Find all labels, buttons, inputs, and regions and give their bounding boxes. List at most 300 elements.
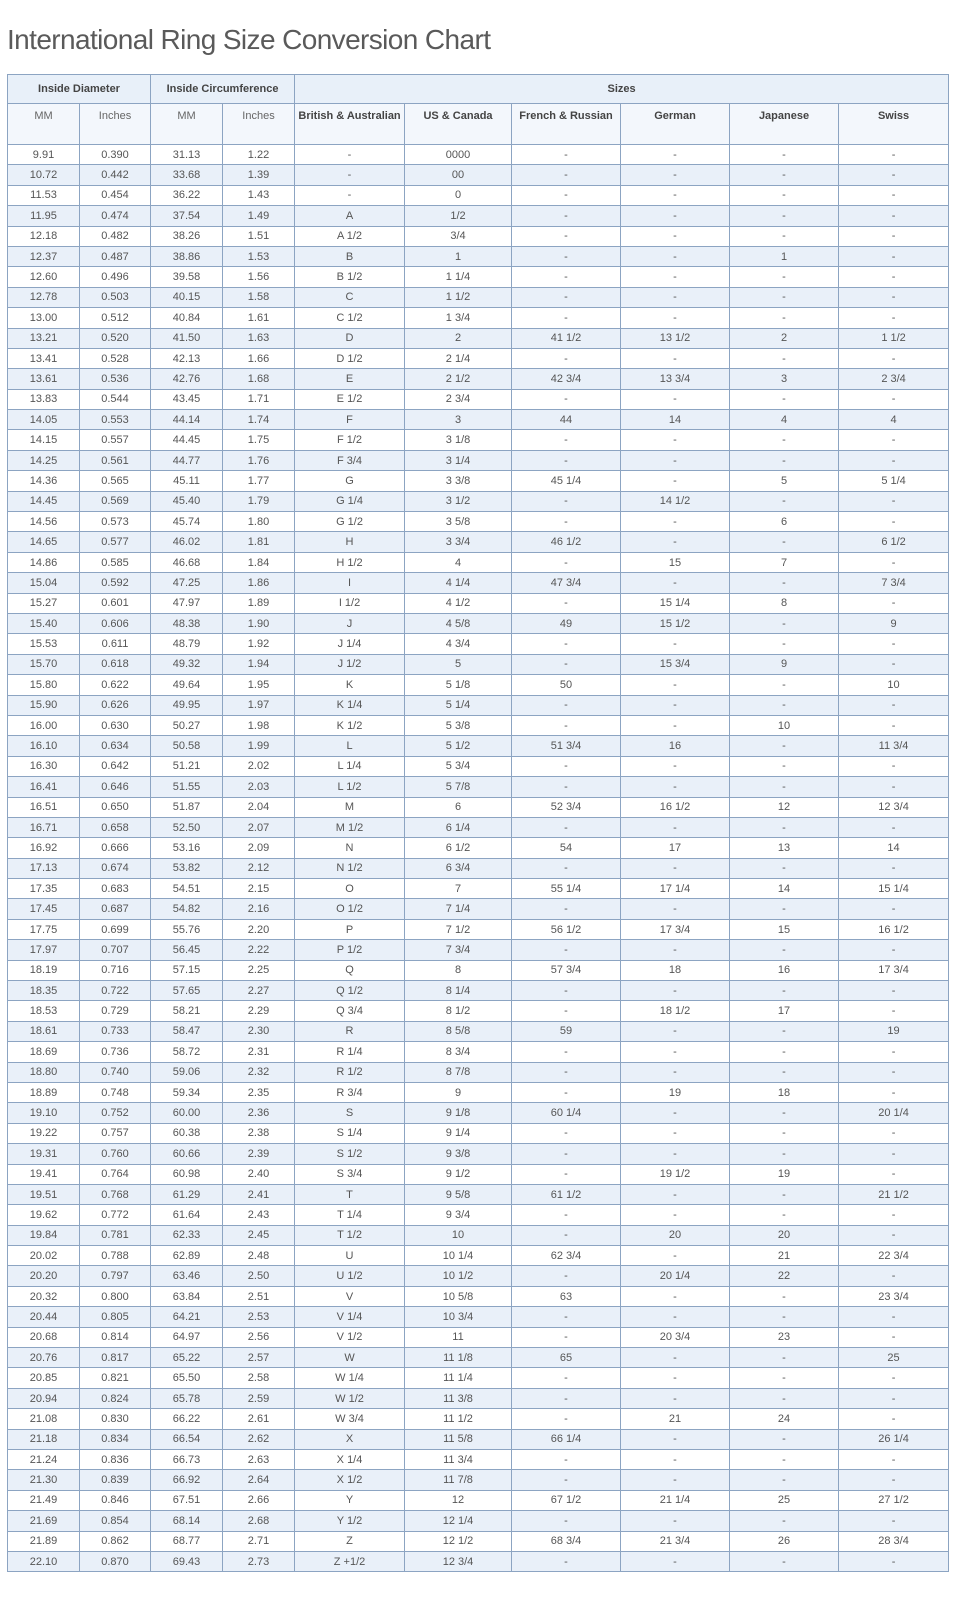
cell-british-australian: S 1/4: [295, 1123, 405, 1143]
cell-german: -: [621, 1205, 730, 1225]
cell-us-canada: 9 3/8: [405, 1144, 512, 1164]
cell-circumference-mm: 61.29: [151, 1184, 223, 1204]
cell-diameter-mm: 17.97: [8, 940, 80, 960]
cell-circumference-mm: 38.26: [151, 226, 223, 246]
cell-swiss: -: [839, 226, 949, 246]
cell-circumference-mm: 66.73: [151, 1450, 223, 1470]
cell-circumference-inches: 1.22: [223, 145, 295, 165]
cell-german: -: [621, 1388, 730, 1408]
table-row: [8, 1551, 949, 1571]
cell-british-australian: F 3/4: [295, 450, 405, 470]
cell-german: -: [621, 267, 730, 287]
cell-swiss: -: [839, 389, 949, 409]
cell-japanese: -: [730, 940, 839, 960]
cell-japanese: 7: [730, 552, 839, 572]
cell-french-russian: -: [512, 389, 621, 409]
cell-diameter-inches: 0.722: [80, 981, 151, 1001]
cell-british-australian: F: [295, 410, 405, 430]
cell-circumference-inches: 1.99: [223, 736, 295, 756]
cell-french-russian: 41 1/2: [512, 328, 621, 348]
cell-swiss: 1 1/2: [839, 328, 949, 348]
cell-circumference-mm: 57.15: [151, 960, 223, 980]
cell-circumference-inches: 2.35: [223, 1082, 295, 1102]
cell-diameter-mm: 19.51: [8, 1184, 80, 1204]
cell-french-russian: -: [512, 1368, 621, 1388]
cell-japanese: -: [730, 858, 839, 878]
cell-diameter-mm: 21.69: [8, 1511, 80, 1531]
table-row: [8, 185, 949, 205]
cell-us-canada: 9 1/2: [405, 1164, 512, 1184]
cell-french-russian: -: [512, 430, 621, 450]
cell-swiss: -: [839, 165, 949, 185]
cell-swiss: 25: [839, 1348, 949, 1368]
cell-german: -: [621, 206, 730, 226]
cell-diameter-inches: 0.830: [80, 1409, 151, 1429]
cell-british-australian: E 1/2: [295, 389, 405, 409]
cell-circumference-inches: 2.61: [223, 1409, 295, 1429]
cell-diameter-mm: 11.95: [8, 206, 80, 226]
table-row: [8, 471, 949, 491]
cell-diameter-mm: 19.31: [8, 1144, 80, 1164]
cell-us-canada: 7: [405, 879, 512, 899]
cell-british-australian: O 1/2: [295, 899, 405, 919]
cell-swiss: -: [839, 491, 949, 511]
cell-circumference-inches: 2.40: [223, 1164, 295, 1184]
cell-diameter-mm: 14.05: [8, 410, 80, 430]
cell-diameter-inches: 0.846: [80, 1490, 151, 1510]
cell-diameter-mm: 20.32: [8, 1286, 80, 1306]
cell-french-russian: -: [512, 1307, 621, 1327]
cell-japanese: 10: [730, 715, 839, 735]
cell-diameter-mm: 17.13: [8, 858, 80, 878]
cell-diameter-mm: 14.36: [8, 471, 80, 491]
cell-circumference-mm: 51.21: [151, 756, 223, 776]
cell-circumference-inches: 2.73: [223, 1551, 295, 1571]
cell-circumference-mm: 64.21: [151, 1307, 223, 1327]
cell-german: -: [621, 471, 730, 491]
cell-circumference-inches: 2.02: [223, 756, 295, 776]
cell-circumference-mm: 53.82: [151, 858, 223, 878]
cell-diameter-inches: 0.729: [80, 1001, 151, 1021]
cell-circumference-inches: 2.68: [223, 1511, 295, 1531]
cell-diameter-mm: 16.30: [8, 756, 80, 776]
cell-circumference-mm: 60.98: [151, 1164, 223, 1184]
cell-us-canada: 2 3/4: [405, 389, 512, 409]
cell-diameter-inches: 0.736: [80, 1042, 151, 1062]
cell-british-australian: N 1/2: [295, 858, 405, 878]
cell-circumference-mm: 68.14: [151, 1511, 223, 1531]
cell-british-australian: G 1/2: [295, 512, 405, 532]
cell-british-australian: X 1/4: [295, 1450, 405, 1470]
cell-circumference-mm: 46.68: [151, 552, 223, 572]
cell-diameter-mm: 19.62: [8, 1205, 80, 1225]
cell-diameter-mm: 13.21: [8, 328, 80, 348]
table-row: [8, 1205, 949, 1225]
cell-japanese: 6: [730, 512, 839, 532]
cell-japanese: -: [730, 532, 839, 552]
table-row: [8, 960, 949, 980]
cell-circumference-inches: 2.45: [223, 1225, 295, 1245]
cell-us-canada: 10 5/8: [405, 1286, 512, 1306]
cell-circumference-inches: 1.74: [223, 410, 295, 430]
cell-diameter-mm: 20.85: [8, 1368, 80, 1388]
cell-circumference-inches: 1.63: [223, 328, 295, 348]
cell-german: 15 1/4: [621, 593, 730, 613]
cell-swiss: -: [839, 1368, 949, 1388]
cell-circumference-inches: 2.04: [223, 797, 295, 817]
cell-diameter-inches: 0.618: [80, 654, 151, 674]
cell-french-russian: 42 3/4: [512, 369, 621, 389]
cell-diameter-mm: 12.60: [8, 267, 80, 287]
cell-circumference-inches: 2.31: [223, 1042, 295, 1062]
cell-diameter-inches: 0.707: [80, 940, 151, 960]
col-header-us-canada: US & Canada: [405, 104, 512, 145]
cell-british-australian: D 1/2: [295, 348, 405, 368]
cell-us-canada: 11 7/8: [405, 1470, 512, 1490]
cell-british-australian: R 3/4: [295, 1082, 405, 1102]
cell-british-australian: G: [295, 471, 405, 491]
cell-japanese: -: [730, 981, 839, 1001]
cell-french-russian: 67 1/2: [512, 1490, 621, 1510]
cell-japanese: -: [730, 348, 839, 368]
cell-circumference-inches: 1.68: [223, 369, 295, 389]
cell-circumference-inches: 2.30: [223, 1021, 295, 1041]
cell-swiss: -: [839, 185, 949, 205]
cell-diameter-inches: 0.683: [80, 879, 151, 899]
cell-us-canada: 8 1/4: [405, 981, 512, 1001]
cell-diameter-mm: 18.19: [8, 960, 80, 980]
cell-circumference-mm: 60.66: [151, 1144, 223, 1164]
cell-circumference-inches: 1.51: [223, 226, 295, 246]
table-row: [8, 430, 949, 450]
cell-german: -: [621, 1307, 730, 1327]
cell-circumference-mm: 65.22: [151, 1348, 223, 1368]
col-header-swiss: Swiss: [839, 104, 949, 145]
cell-german: 16 1/2: [621, 797, 730, 817]
cell-japanese: 25: [730, 1490, 839, 1510]
cell-french-russian: 47 3/4: [512, 573, 621, 593]
cell-japanese: -: [730, 1388, 839, 1408]
cell-french-russian: 59: [512, 1021, 621, 1041]
cell-swiss: 2 3/4: [839, 369, 949, 389]
cell-circumference-inches: 2.15: [223, 879, 295, 899]
cell-swiss: -: [839, 246, 949, 266]
cell-circumference-mm: 43.45: [151, 389, 223, 409]
cell-diameter-mm: 13.00: [8, 308, 80, 328]
cell-british-australian: W 3/4: [295, 1409, 405, 1429]
cell-british-australian: C 1/2: [295, 308, 405, 328]
cell-us-canada: 00: [405, 165, 512, 185]
cell-us-canada: 7 1/4: [405, 899, 512, 919]
table-row: [8, 348, 949, 368]
cell-japanese: -: [730, 1123, 839, 1143]
cell-japanese: -: [730, 1551, 839, 1571]
cell-us-canada: 11 1/2: [405, 1409, 512, 1429]
cell-german: -: [621, 817, 730, 837]
col-header-british-australian: British & Australian: [295, 104, 405, 145]
cell-british-australian: X: [295, 1429, 405, 1449]
cell-diameter-inches: 0.797: [80, 1266, 151, 1286]
cell-french-russian: 49: [512, 613, 621, 633]
cell-diameter-mm: 21.08: [8, 1409, 80, 1429]
cell-french-russian: -: [512, 654, 621, 674]
table-row: [8, 165, 949, 185]
cell-us-canada: 3/4: [405, 226, 512, 246]
cell-diameter-inches: 0.390: [80, 145, 151, 165]
table-row: [8, 1001, 949, 1021]
cell-japanese: 14: [730, 879, 839, 899]
cell-german: 17 3/4: [621, 919, 730, 939]
cell-french-russian: -: [512, 1042, 621, 1062]
cell-french-russian: -: [512, 634, 621, 654]
cell-french-russian: -: [512, 226, 621, 246]
cell-diameter-inches: 0.699: [80, 919, 151, 939]
cell-swiss: -: [839, 1001, 949, 1021]
cell-german: -: [621, 675, 730, 695]
cell-swiss: 6 1/2: [839, 532, 949, 552]
cell-british-australian: V 1/4: [295, 1307, 405, 1327]
cell-diameter-inches: 0.748: [80, 1082, 151, 1102]
cell-british-australian: H 1/2: [295, 552, 405, 572]
cell-swiss: -: [839, 1450, 949, 1470]
cell-diameter-inches: 0.606: [80, 613, 151, 633]
cell-circumference-mm: 39.58: [151, 267, 223, 287]
cell-diameter-mm: 13.83: [8, 389, 80, 409]
ring-size-table: [7, 74, 949, 1572]
cell-french-russian: -: [512, 940, 621, 960]
cell-diameter-mm: 14.56: [8, 512, 80, 532]
cell-us-canada: 3 5/8: [405, 512, 512, 532]
cell-us-canada: 10 1/2: [405, 1266, 512, 1286]
cell-diameter-mm: 22.10: [8, 1551, 80, 1571]
cell-circumference-inches: 1.89: [223, 593, 295, 613]
table-row: [8, 1164, 949, 1184]
cell-diameter-mm: 17.35: [8, 879, 80, 899]
cell-circumference-inches: 2.39: [223, 1144, 295, 1164]
table-row: [8, 736, 949, 756]
cell-swiss: 27 1/2: [839, 1490, 949, 1510]
table-row: [8, 206, 949, 226]
cell-circumference-inches: 1.53: [223, 246, 295, 266]
cell-german: -: [621, 899, 730, 919]
cell-us-canada: 5 1/4: [405, 695, 512, 715]
table-row: [8, 777, 949, 797]
cell-french-russian: -: [512, 1450, 621, 1470]
cell-german: 19 1/2: [621, 1164, 730, 1184]
cell-us-canada: 8 3/4: [405, 1042, 512, 1062]
table-row: [8, 1184, 949, 1204]
cell-circumference-inches: 2.51: [223, 1286, 295, 1306]
cell-french-russian: -: [512, 1511, 621, 1531]
cell-us-canada: 6 1/4: [405, 817, 512, 837]
cell-british-australian: T 1/4: [295, 1205, 405, 1225]
cell-diameter-inches: 0.601: [80, 593, 151, 613]
cell-circumference-mm: 65.78: [151, 1388, 223, 1408]
cell-swiss: 26 1/4: [839, 1429, 949, 1449]
cell-diameter-inches: 0.821: [80, 1368, 151, 1388]
cell-us-canada: 4 5/8: [405, 613, 512, 633]
cell-circumference-mm: 58.21: [151, 1001, 223, 1021]
cell-diameter-inches: 0.674: [80, 858, 151, 878]
cell-diameter-inches: 0.752: [80, 1103, 151, 1123]
cell-diameter-inches: 0.740: [80, 1062, 151, 1082]
cell-circumference-mm: 62.33: [151, 1225, 223, 1245]
cell-german: -: [621, 981, 730, 1001]
cell-diameter-mm: 20.44: [8, 1307, 80, 1327]
cell-swiss: 7 3/4: [839, 573, 949, 593]
col-header-german: German: [621, 104, 730, 145]
cell-diameter-inches: 0.854: [80, 1511, 151, 1531]
cell-diameter-inches: 0.666: [80, 838, 151, 858]
cell-french-russian: -: [512, 756, 621, 776]
cell-japanese: -: [730, 899, 839, 919]
cell-french-russian: 68 3/4: [512, 1531, 621, 1551]
cell-german: 18: [621, 960, 730, 980]
cell-diameter-inches: 0.573: [80, 512, 151, 532]
cell-circumference-inches: 1.43: [223, 185, 295, 205]
cell-japanese: 18: [730, 1082, 839, 1102]
cell-french-russian: -: [512, 1470, 621, 1490]
cell-german: 21: [621, 1409, 730, 1429]
table-row: [8, 1470, 949, 1490]
cell-circumference-mm: 48.38: [151, 613, 223, 633]
cell-german: -: [621, 287, 730, 307]
cell-diameter-mm: 17.75: [8, 919, 80, 939]
cell-french-russian: -: [512, 1327, 621, 1347]
cell-japanese: -: [730, 1042, 839, 1062]
cell-diameter-inches: 0.496: [80, 267, 151, 287]
table-row: [8, 1246, 949, 1266]
cell-german: -: [621, 1511, 730, 1531]
cell-british-australian: J: [295, 613, 405, 633]
cell-us-canada: 11 3/4: [405, 1450, 512, 1470]
cell-british-australian: P 1/2: [295, 940, 405, 960]
cell-diameter-mm: 15.80: [8, 675, 80, 695]
cell-british-australian: W: [295, 1348, 405, 1368]
cell-japanese: -: [730, 1511, 839, 1531]
cell-us-canada: 1 3/4: [405, 308, 512, 328]
cell-circumference-inches: 2.58: [223, 1368, 295, 1388]
cell-circumference-mm: 54.82: [151, 899, 223, 919]
cell-japanese: 1: [730, 246, 839, 266]
cell-diameter-inches: 0.862: [80, 1531, 151, 1551]
cell-swiss: -: [839, 1123, 949, 1143]
cell-french-russian: -: [512, 817, 621, 837]
cell-british-australian: G 1/4: [295, 491, 405, 511]
cell-diameter-inches: 0.503: [80, 287, 151, 307]
cell-diameter-inches: 0.592: [80, 573, 151, 593]
cell-circumference-inches: 2.71: [223, 1531, 295, 1551]
cell-circumference-inches: 1.66: [223, 348, 295, 368]
cell-british-australian: P: [295, 919, 405, 939]
cell-diameter-inches: 0.814: [80, 1327, 151, 1347]
cell-circumference-inches: 1.94: [223, 654, 295, 674]
cell-japanese: -: [730, 1429, 839, 1449]
cell-japanese: -: [730, 675, 839, 695]
cell-circumference-mm: 42.13: [151, 348, 223, 368]
cell-japanese: 5: [730, 471, 839, 491]
table-body: [8, 145, 949, 1572]
cell-german: -: [621, 1450, 730, 1470]
cell-british-australian: J 1/2: [295, 654, 405, 674]
cell-diameter-inches: 0.642: [80, 756, 151, 776]
cell-french-russian: -: [512, 695, 621, 715]
cell-diameter-mm: 19.41: [8, 1164, 80, 1184]
cell-circumference-inches: 2.50: [223, 1266, 295, 1286]
cell-french-russian: 62 3/4: [512, 1246, 621, 1266]
col-header-japanese: Japanese: [730, 104, 839, 145]
cell-circumference-inches: 1.39: [223, 165, 295, 185]
cell-swiss: 16 1/2: [839, 919, 949, 939]
cell-diameter-inches: 0.622: [80, 675, 151, 695]
cell-british-australian: Q 1/2: [295, 981, 405, 1001]
cell-french-russian: -: [512, 1123, 621, 1143]
cell-german: 21 3/4: [621, 1531, 730, 1551]
cell-swiss: -: [839, 1409, 949, 1429]
cell-circumference-mm: 55.76: [151, 919, 223, 939]
cell-circumference-inches: 2.16: [223, 899, 295, 919]
cell-circumference-mm: 37.54: [151, 206, 223, 226]
cell-circumference-inches: 2.29: [223, 1001, 295, 1021]
cell-german: 14: [621, 410, 730, 430]
table-row: [8, 1123, 949, 1143]
cell-swiss: 14: [839, 838, 949, 858]
cell-french-russian: 54: [512, 838, 621, 858]
cell-diameter-inches: 0.442: [80, 165, 151, 185]
cell-diameter-inches: 0.512: [80, 308, 151, 328]
cell-diameter-inches: 0.528: [80, 348, 151, 368]
cell-circumference-mm: 47.97: [151, 593, 223, 613]
table-row: [8, 1531, 949, 1551]
column-header-row: [8, 104, 949, 145]
cell-japanese: 4: [730, 410, 839, 430]
cell-german: -: [621, 1184, 730, 1204]
cell-circumference-mm: 36.22: [151, 185, 223, 205]
cell-german: -: [621, 1368, 730, 1388]
cell-circumference-mm: 47.25: [151, 573, 223, 593]
cell-swiss: -: [839, 1307, 949, 1327]
cell-japanese: -: [730, 1368, 839, 1388]
col-header-diameter-mm: MM: [8, 104, 80, 145]
table-row: [8, 1042, 949, 1062]
cell-french-russian: -: [512, 145, 621, 165]
cell-circumference-inches: 2.09: [223, 838, 295, 858]
cell-japanese: -: [730, 1286, 839, 1306]
table-row: [8, 634, 949, 654]
cell-french-russian: -: [512, 185, 621, 205]
cell-circumference-inches: 1.79: [223, 491, 295, 511]
cell-circumference-mm: 58.72: [151, 1042, 223, 1062]
cell-us-canada: 7 3/4: [405, 940, 512, 960]
cell-diameter-mm: 20.20: [8, 1266, 80, 1286]
cell-diameter-mm: 21.49: [8, 1490, 80, 1510]
cell-us-canada: 9 1/4: [405, 1123, 512, 1143]
cell-circumference-mm: 50.27: [151, 715, 223, 735]
table-row: [8, 226, 949, 246]
cell-us-canada: 1 1/4: [405, 267, 512, 287]
cell-swiss: 9: [839, 613, 949, 633]
cell-circumference-mm: 48.79: [151, 634, 223, 654]
cell-us-canada: 8 5/8: [405, 1021, 512, 1041]
table-row: [8, 267, 949, 287]
cell-british-australian: L 1/2: [295, 777, 405, 797]
cell-circumference-inches: 2.27: [223, 981, 295, 1001]
cell-diameter-inches: 0.764: [80, 1164, 151, 1184]
cell-diameter-mm: 12.78: [8, 287, 80, 307]
cell-japanese: 2: [730, 328, 839, 348]
cell-circumference-mm: 57.65: [151, 981, 223, 1001]
cell-us-canada: 5 3/4: [405, 756, 512, 776]
